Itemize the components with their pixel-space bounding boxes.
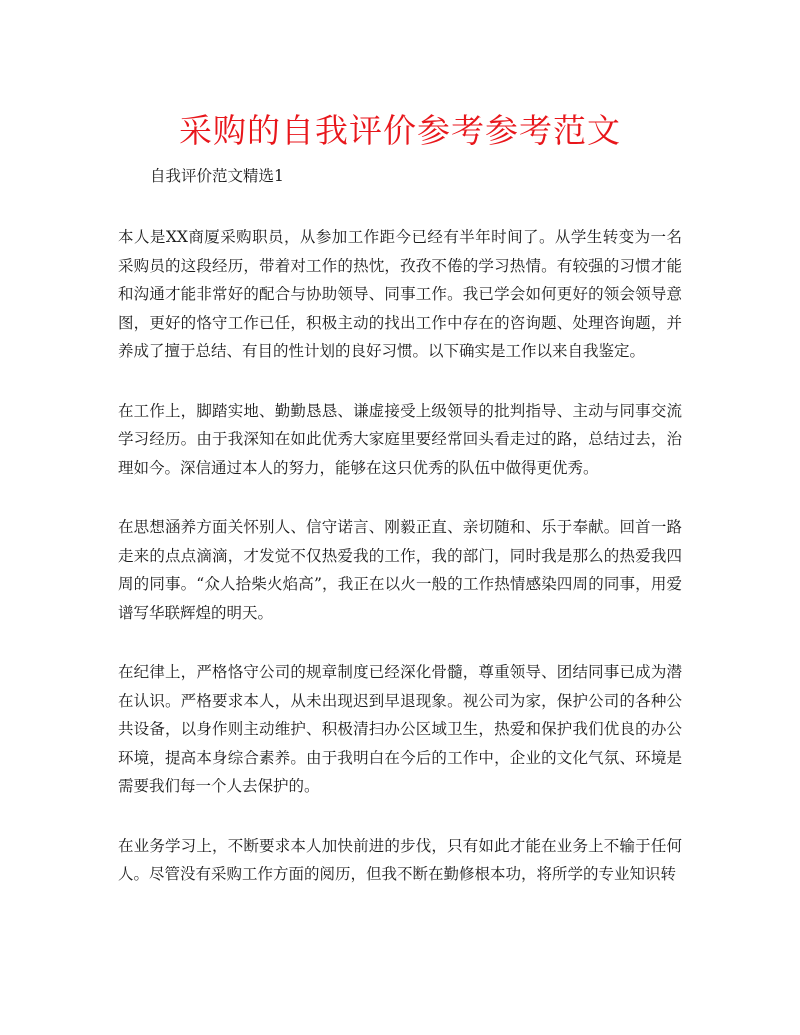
paragraph-4: 在纪律上，严格恪守公司的规章制度已经深化骨髓，尊重领导、团结同事已成为潜在认识。严格要求本人，从未出现迟到早退现象。视公司为家，保护公司的各种公共设备，以身作则主动维护、积极清扫办公区域卫生，热爱和保护我们优良的办公环境，提高本身综合素养。由于我明白在今后的工作中，企业的文化气氛、环境是需要我们每一个人去保护的。 — [118, 663, 682, 795]
document-subtitle: 自我评价范文精选1 — [150, 167, 284, 185]
paragraph-2: 在工作上，脚踏实地、勤勤恳恳、谦虚接受上级领导的批判指导、主动与同事交流学习经历。由于我深知在如此优秀大家庭里要经常回头看走过的路，总结过去，治理如今。深信通过本人的努力，能够在这只优秀的队伍中做得更优秀。 — [118, 401, 682, 477]
paragraph-5: 在业务学习上，不断要求本人加快前进的步伐，只有如此才能在业务上不输于任何人。尽管没有采购工作方面的阅历，但我不断在勤修根本功，将所学的专业知识转 — [118, 836, 682, 883]
paragraph-1: 本人是XX商厦采购职员，从参加工作距今已经有半年时间了。从学生转变为一名采购员的这段经历，带着对工作的热忱，孜孜不倦的学习热情。有较强的习惯才能和沟通才能非常好的配合与协助领导、同事工作。我已学会如何更好的领会领导意图，更好的恪守工作已任，积极主动的找出工作中存在的咨询题、处理咨询题，并养成了擅于总结、有目的性计划的良好习惯。以下确实是工作以来自我鉴定。 — [118, 228, 682, 360]
document-title: 采购的自我评价参考参考范文 — [179, 111, 621, 150]
paragraph-3: 在思想涵养方面关怀别人、信守诺言、刚毅正直、亲切随和、乐于奉献。回首一路走来的点点滴滴，才发觉不仅热爱我的工作，我的部门，同时我是那么的热爱我四周的同事。“众人拾柴火焰高”，我正在以火一般的工作热情感染四周的同事，用爱谱写华联辉煌的明天。 — [118, 518, 682, 622]
document-body — [118, 190, 682, 889]
